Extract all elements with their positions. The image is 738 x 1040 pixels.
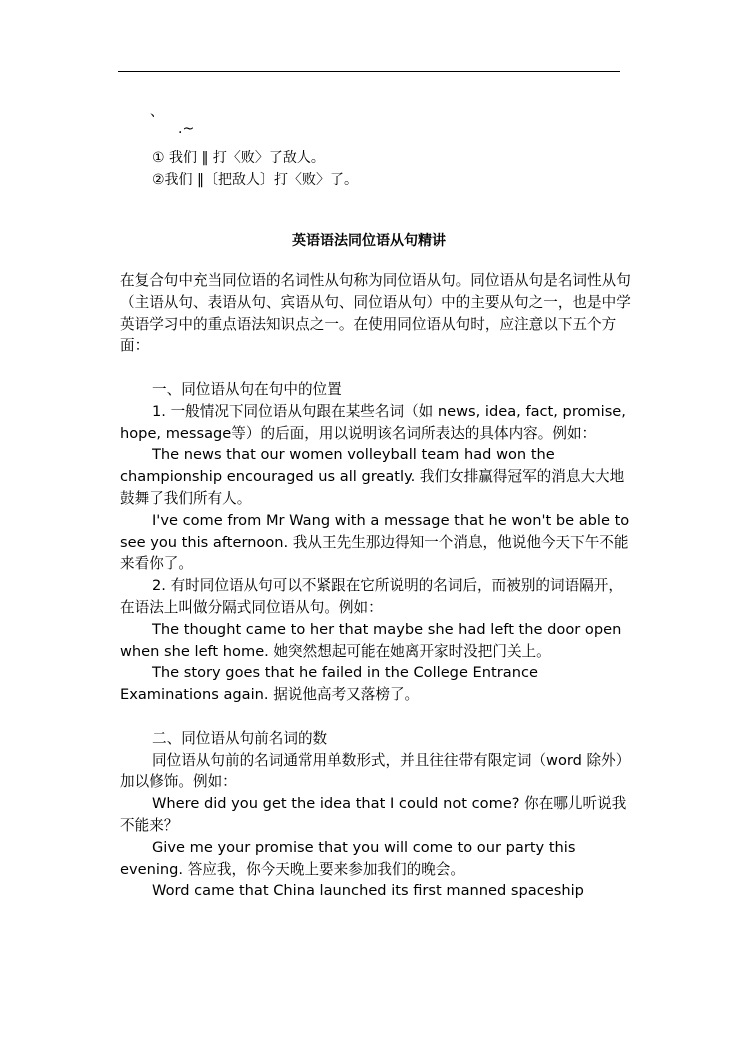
example-line: ②我们 ‖〔把敌人〕打〈败〉了。: [152, 172, 359, 188]
example-sentence: Where did you get the idea that I could not come? 你在哪儿听说我不能来？: [120, 795, 627, 834]
paragraph: 同位语从句前的名词通常用单数形式，并且往往带有限定词（word 除外）加以修饰。例如：: [120, 751, 631, 791]
document-body: [120, 270, 636, 902]
example-sentence: I've come from Mr Wang with a message that he won't be able to see you this afternoon. 我从王先生那边得知一个消息，他说他今天下午不能来看你了。: [120, 511, 630, 573]
paragraph: 1. 一般情况下同位语从句跟在某些名词（如 news, idea, fact, promise, hope, message等）的后面，用以说明该名词所表达的具体内容。例如：: [120, 402, 626, 442]
section-heading: 二、同位语从句前名词的数: [152, 729, 328, 747]
spacer: [120, 357, 636, 379]
header-rule: [118, 71, 620, 72]
section-heading: 一、同位语从句在句中的位置: [152, 380, 342, 398]
example-line: ① 我们 ‖ 打〈败〉了敌人。: [152, 150, 325, 166]
example-sentence: Word came that China launched its first manned spaceship: [152, 882, 584, 900]
example-sentence: Give me your promise that you will come to our party this evening. 答应我，你今天晚上要来参加我们的晚会。: [120, 838, 576, 878]
intro-paragraph: 在复合句中充当同位语的名词性从句称为同位语从句。同位语从句是名词性从句（主语从句、表语从句、宾语从句、同位语从句）中的主要从句之一，也是中学英语学习中的重点语法知识点之一。在使用同位语从句时，应注意以下五个方面：: [120, 272, 631, 355]
example-sentence: The story goes that he failed in the College Entrance Examinations again. 据说他高考又落榜了。: [120, 664, 538, 704]
stray-mark: .~: [178, 121, 195, 137]
spacer: [120, 706, 636, 728]
stray-mark: 、: [150, 104, 164, 120]
paragraph: 2. 有时同位语从句可以不紧跟在它所说明的名词后，而被别的词语隔开，在语法上叫做分隔式同位语从句。例如：: [120, 577, 623, 616]
document-title: 英语语法同位语从句精讲: [292, 233, 446, 249]
example-sentence: The news that our women volleyball team had won the championship encouraged us all greatly. 我们女排赢得冠军的消息大大地鼓舞了我们所有人。: [120, 446, 625, 507]
example-sentence: The thought came to her that maybe she had left the door open when she left home. 她突然想起可能在她离开家时没把门关上。: [120, 620, 622, 660]
